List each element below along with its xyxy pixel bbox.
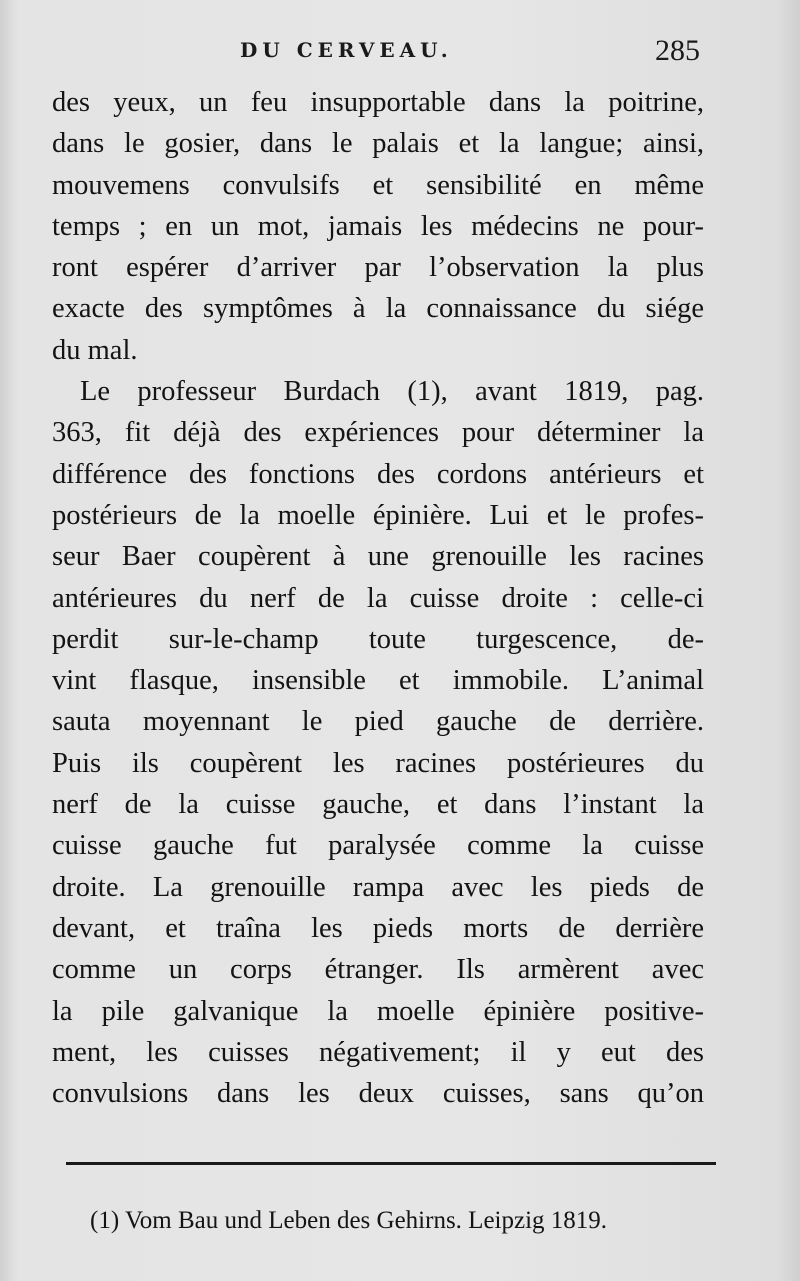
text-line: antérieures du nerf de la cuisse droite : celle-ci (52, 582, 704, 614)
text-line: sauta moyennant le pied gauche de derrière. (52, 706, 704, 738)
page-number: 285 (655, 34, 700, 67)
text-line: la pile galvanique la moelle épinière positive- (52, 995, 704, 1027)
text-line: différence des fonctions des cordons antérieurs et (52, 458, 704, 490)
text-line: Puis ils coupèrent les racines postérieures du (52, 747, 704, 779)
text-line: mouvemens convulsifs et sensibilité en même (52, 169, 704, 201)
footnote-rule (66, 1162, 716, 1165)
text-line: exacte des symptômes à la connaissance du siége (52, 293, 704, 325)
text-line: des yeux, un feu insupportable dans la poitrine, (52, 87, 704, 118)
text-line: perdit sur-le-champ toute turgescence, de- (52, 623, 704, 655)
text-line: dans le gosier, dans le palais et la langue; ainsi, (52, 128, 704, 160)
text-line: ront espérer d’arriver par l’observation la plus (52, 252, 704, 284)
footnote: (1) Vom Bau und Leben des Gehirns. Leipzig 1819. (90, 1207, 608, 1234)
text-line: Le professeur Burdach (1), avant 1819, pag. (80, 376, 704, 408)
text-line: ment, les cuisses négativement; il y eut des (52, 1036, 704, 1068)
text-line: nerf de la cuisse gauche, et dans l’instant la (52, 789, 704, 821)
text-line: seur Baer coupèrent à une grenouille les racines (52, 541, 704, 573)
running-head: DU CERVEAU. (240, 38, 453, 62)
text-line: du mal. (52, 334, 138, 366)
text-line: devant, et traîna les pieds morts de derrière (52, 912, 704, 944)
text-line: 363, fit déjà des expériences pour déterminer la (52, 417, 704, 449)
text-line: droite. La grenouille rampa avec les pieds de (52, 871, 704, 903)
text-line: vint flasque, insensible et immobile. L’animal (52, 665, 704, 697)
text-line: postérieurs de la moelle épinière. Lui et le profes- (52, 499, 704, 531)
body-text (52, 82, 704, 1114)
text-line: convulsions dans les deux cuisses, sans qu’on (52, 1078, 704, 1110)
text-line: cuisse gauche fut paralysée comme la cuisse (52, 830, 704, 862)
text-line: comme un corps étranger. Ils armèrent avec (52, 954, 704, 986)
text-line: temps ; en un mot, jamais les médecins ne pour- (52, 210, 704, 242)
